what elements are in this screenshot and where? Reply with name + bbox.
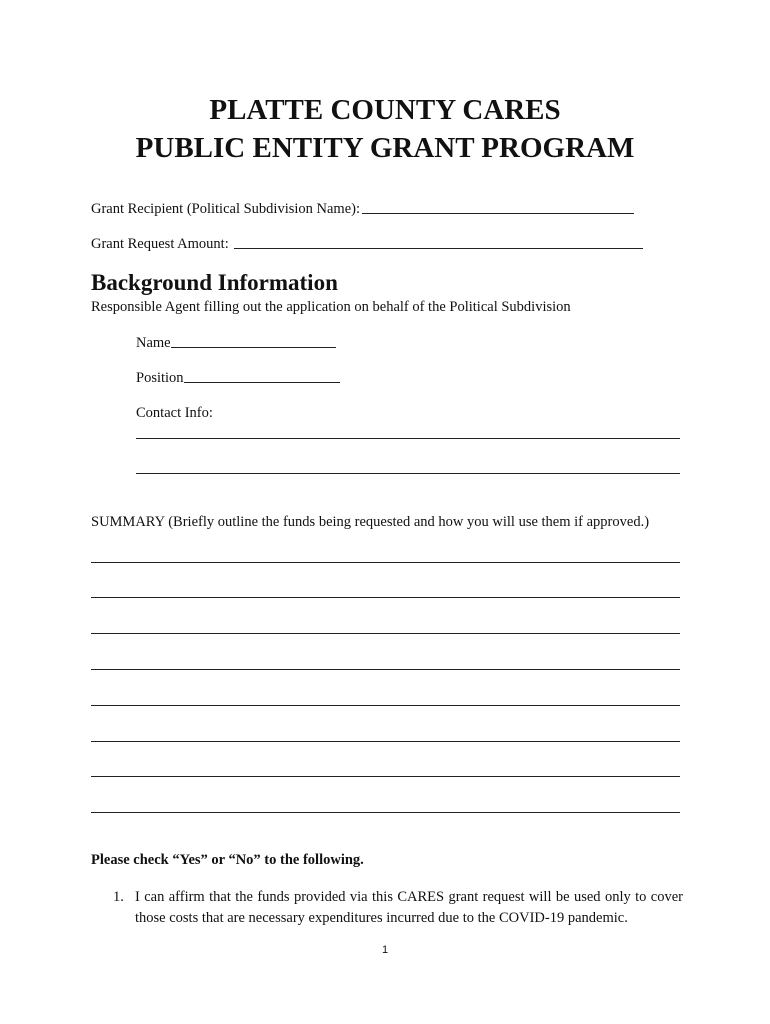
page-number: 1 <box>381 944 389 956</box>
summary-row <box>91 514 649 531</box>
grant-amount-field[interactable] <box>234 248 643 249</box>
checklist-instruction: Please check “Yes” or “No” to the following. <box>91 852 364 868</box>
form-title-line-1: PLATTE COUNTY CARES <box>209 94 561 126</box>
checklist-item <box>113 887 683 929</box>
agent-name-field[interactable] <box>171 347 336 348</box>
summary-line-8[interactable] <box>91 812 680 813</box>
summary-line-3[interactable] <box>91 633 680 634</box>
agent-name-row <box>136 335 336 352</box>
summary-line-7[interactable] <box>91 776 680 777</box>
agent-name-label: Name <box>136 335 171 351</box>
summary-line-4[interactable] <box>91 669 680 670</box>
summary-label: SUMMARY (Briefly outline the funds being requested and how you will use them if approved.) <box>91 514 650 530</box>
agent-position-row <box>136 370 340 387</box>
agent-position-field[interactable] <box>184 382 340 383</box>
contact-info-line-1[interactable] <box>136 438 680 439</box>
contact-info-label: Contact Info: <box>136 405 213 421</box>
contact-info-line-2[interactable] <box>136 473 680 474</box>
form-title-line-2: PUBLIC ENTITY GRANT PROGRAM <box>135 132 635 164</box>
checklist-instruction-row <box>91 852 364 869</box>
summary-line-1[interactable] <box>91 562 680 563</box>
grant-amount-label: Grant Request Amount: <box>91 236 229 252</box>
checklist-item-number: 1. <box>113 889 124 905</box>
agent-position-label: Position <box>136 370 184 386</box>
summary-line-5[interactable] <box>91 705 680 706</box>
background-heading: Background Information <box>91 270 338 295</box>
checklist-item-text: I can affirm that the funds provided via this CARES grant request will be used only to cover those costs that are necessary expenditures incurred due to the COVID-19 pandemic. <box>135 889 683 926</box>
summary-line-6[interactable] <box>91 741 680 742</box>
background-description <box>91 299 571 316</box>
grant-recipient-label: Grant Recipient (Political Subdivision Name): <box>91 201 361 217</box>
contact-info-row <box>136 405 213 422</box>
grant-recipient-field[interactable] <box>362 213 634 214</box>
background-description-text: Responsible Agent filling out the application on behalf of the Political Subdivision <box>91 299 571 315</box>
grant-amount-row <box>91 236 643 253</box>
grant-recipient-row <box>91 201 634 218</box>
summary-line-2[interactable] <box>91 597 680 598</box>
